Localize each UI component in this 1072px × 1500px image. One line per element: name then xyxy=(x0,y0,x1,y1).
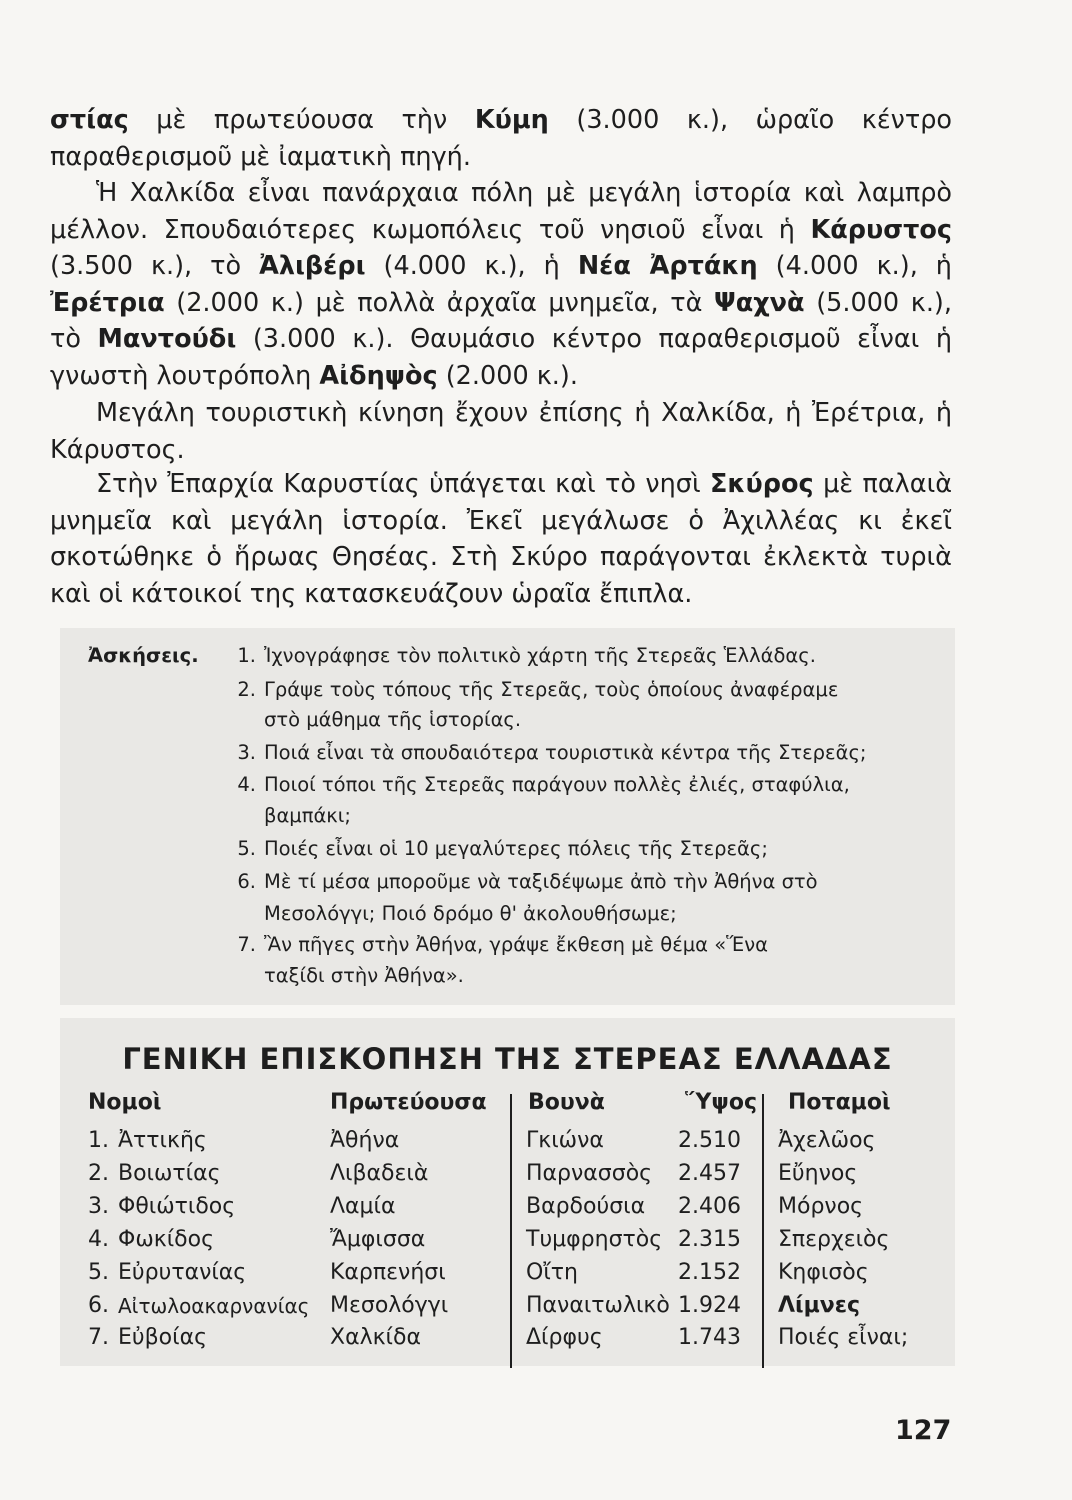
nomos-cell: Φθιώτιδος xyxy=(118,1194,236,1219)
exercise-text: Ἰχνογράφησε τὸν πολιτικὸ χάρτη τῆς Στερεᾶς Ἑλλάδας. xyxy=(264,644,816,667)
exercise-text: ταξίδι στὴν Ἀθήνα». xyxy=(264,964,464,987)
exercise-number: 5. xyxy=(237,837,256,860)
nomos-cell: Φωκίδος xyxy=(118,1227,214,1252)
altitude-cell: 2.152 xyxy=(678,1260,741,1285)
altitude-cell: 2.510 xyxy=(678,1128,741,1153)
capital-cell: Χαλκίδα xyxy=(330,1325,421,1350)
nomos-cell: Αἰτωλοακαρνανίας xyxy=(118,1294,310,1318)
header-altitude: Ὕψος xyxy=(685,1090,757,1115)
nomos-cell: Ἀττικῆς xyxy=(118,1128,207,1153)
exercise-number: 7. xyxy=(237,933,256,956)
row-number: 7. xyxy=(88,1325,109,1350)
river-cell: Κηφισὸς xyxy=(778,1260,869,1285)
mountain-cell: Γκιώνα xyxy=(526,1128,604,1153)
mountain-cell: Παναιτωλικὸ xyxy=(526,1293,670,1318)
mountain-cell: Βαρδούσια xyxy=(526,1194,646,1219)
altitude-cell: 2.457 xyxy=(678,1161,741,1186)
header-nomoi: Νομοὶ xyxy=(88,1090,162,1115)
exercise-text: βαμπάκι; xyxy=(264,804,351,827)
exercise-number: 6. xyxy=(237,870,256,893)
exercise-text: Μὲ τί μέσα μποροῦμε νὰ ταξιδέψωμε ἀπὸ τὴν Ἀθήνα στὸ xyxy=(264,870,818,893)
river-cell: Σπερχειὸς xyxy=(778,1227,890,1252)
capital-cell: Λαμία xyxy=(330,1194,396,1219)
river-cell: Μόρνος xyxy=(778,1194,864,1219)
exercise-text: Ποιοί τόποι τῆς Στερεᾶς παράγουν πολλὲς ἐλιές, σταφύλια, xyxy=(264,773,850,796)
column-divider xyxy=(762,1094,764,1368)
exercise-text: Γράψε τοὺς τόπους τῆς Στερεᾶς, τοὺς ὁποίους ἀναφέραμε xyxy=(264,678,839,701)
paragraph-kymi: στίας μὲ πρωτεύουσα τὴν Κύμη (3.000 κ.), ὡραῖο κέντρο παραθερισμοῦ μὲ ἰαματικὴ πηγή. xyxy=(50,105,952,172)
capital-cell: Ἄμφισσα xyxy=(330,1227,426,1252)
exercise-number: 1. xyxy=(237,644,256,667)
river-cell: Ἀχελῶος xyxy=(778,1128,876,1153)
row-number: 4. xyxy=(88,1227,109,1252)
altitude-cell: 2.406 xyxy=(678,1194,741,1219)
exercise-text: Ποιά εἶναι τὰ σπουδαιότερα τουριστικὰ κέντρα τῆς Στερεᾶς; xyxy=(264,741,867,764)
row-number: 6. xyxy=(88,1293,109,1318)
row-number: 1. xyxy=(88,1128,109,1153)
header-rivers: Ποταμοὶ xyxy=(788,1090,891,1115)
exercise-number: 4. xyxy=(237,773,256,796)
mountain-cell: Τυμφρηστὸς xyxy=(526,1227,663,1252)
exercise-text: Μεσολόγγι; Ποιό δρόμο θ' ἀκολουθήσωμε; xyxy=(264,902,677,925)
exercise-text: στὸ μάθημα τῆς ἱστορίας. xyxy=(264,708,522,731)
overview-table xyxy=(60,1018,955,1366)
row-number: 3. xyxy=(88,1194,109,1219)
capital-cell: Καρπενήσι xyxy=(330,1260,446,1285)
nomos-cell: Βοιωτίας xyxy=(118,1161,221,1186)
altitude-cell: 2.315 xyxy=(678,1227,741,1252)
exercises-box xyxy=(60,628,955,1005)
page-number: 127 xyxy=(895,1415,952,1446)
paragraph-chalkida: Ἡ Χαλκίδα εἶναι πανάρχαια πόλη μὲ μεγάλη ἱστορία καὶ λαμπρὸ μέλλον. Σπουδαιότερες κωμοπόλεις τοῦ νησιοῦ εἶναι ἡ Κάρυστος (3.500 κ.), τὸ Ἀλιβέρι (4.000 κ.), ἡ Νέα Ἀρτάκη (4.000 κ.), ἡ Ἐρέτρια (2.000 κ.) μὲ πολλὰ ἀρχαῖα μνημεῖα, τὰ Ψαχνὰ (5.000 κ.), τὸ Μαντούδι (3.000 κ.). Θαυμάσιο κέντρο παραθερισμοῦ εἶναι ἡ γνωστὴ λουτρόπολη Αἰδηψὸς (2.000 κ.). xyxy=(50,178,952,391)
exercise-text: Ἂν πῆγες στὴν Ἀθήνα, γράψε ἔκθεση μὲ θέμα «Ἕνα xyxy=(264,933,768,956)
header-capital: Πρωτεύουσα xyxy=(330,1090,487,1115)
paragraph-tourism: Μεγάλη τουριστικὴ κίνηση ἔχουν ἐπίσης ἡ Χαλκίδα, ἡ Ἐρέτρια, ἡ Κάρυστος. xyxy=(50,398,952,465)
altitude-cell: 1.743 xyxy=(678,1325,741,1350)
exercise-number: 2. xyxy=(237,678,256,701)
altitude-cell: 1.924 xyxy=(678,1293,741,1318)
row-number: 5. xyxy=(88,1260,109,1285)
capital-cell: Ἀθήνα xyxy=(330,1128,400,1153)
header-mountains: Βουνὰ xyxy=(528,1090,605,1115)
table-title: ΓΕΝΙΚΗ ΕΠΙΣΚΟΠΗΣΗ ΤΗΣ ΣΤΕΡΕΑΣ ΕΛΛΑΔΑΣ xyxy=(122,1042,893,1076)
row-number: 2. xyxy=(88,1161,109,1186)
river-cell: Λίμνες xyxy=(778,1293,861,1318)
capital-cell: Λιβαδειὰ xyxy=(330,1161,429,1186)
nomos-cell: Εὐρυτανίας xyxy=(118,1260,247,1285)
exercises-title: Ἀσκήσεις. xyxy=(88,644,199,667)
paragraph-skyros: Στὴν Ἐπαρχία Καρυστίας ὑπάγεται καὶ τὸ νησὶ Σκύρος μὲ παλαιὰ μνημεῖα καὶ μεγάλη ἱστορία. Ἐκεῖ μεγάλωσε ὁ Ἀχιλλέας κι ἐκεῖ σκοτώθηκε ὁ ἥρωας Θησέας. Στὴ Σκύρο παράγονται ἐκλεκτὰ τυριὰ καὶ οἱ κάτοικοί της κατασκευάζουν ὡραῖα ἔπιπλα. xyxy=(50,469,953,609)
nomos-cell: Εὐβοίας xyxy=(118,1325,207,1350)
capital-cell: Μεσολόγγι xyxy=(330,1293,449,1318)
river-cell: Ποιές εἶναι; xyxy=(778,1325,909,1350)
mountain-cell: Δίρφυς xyxy=(526,1325,603,1350)
exercise-number: 3. xyxy=(237,741,256,764)
column-divider xyxy=(510,1094,512,1368)
mountain-cell: Οἴτη xyxy=(526,1260,578,1285)
exercise-text: Ποιές εἶναι οἱ 10 μεγαλύτερες πόλεις τῆς Στερεᾶς; xyxy=(264,837,768,860)
mountain-cell: Παρνασσὸς xyxy=(526,1161,653,1186)
river-cell: Εὔηνος xyxy=(778,1161,858,1186)
